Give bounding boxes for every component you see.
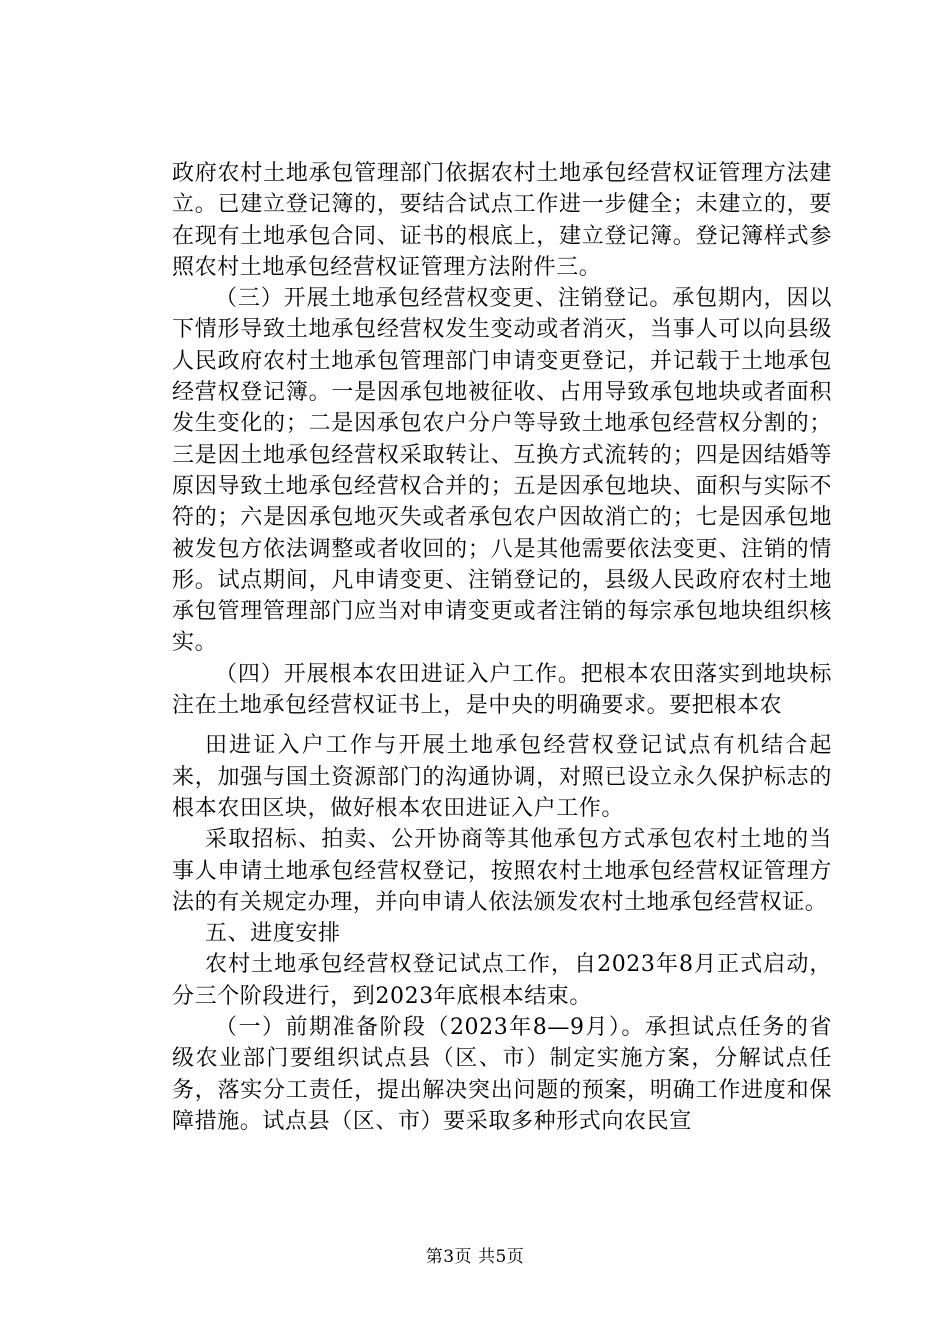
document-body xyxy=(172,158,832,1137)
paragraph-other-contract-methods: 采取招标、拍卖、公开协商等其他承包方式承包农村土地的当事人申请土地承包经营权登记，按照农村土地承包经营权证管理方法的有关规定办理，并向申请人依法颁发农村土地承包经营权证。 xyxy=(172,827,832,915)
paragraph-basic-farmland: （四）开展根本农田进证入户工作。把根本农田落实到地块标注在土地承包经营权证书上，是中央的明确要求。要把根本农 xyxy=(172,661,832,719)
paragraph-registry-setup: 政府农村土地承包管理部门依据农村土地承包经营权证管理方法建立。已建立登记簿的，要结合试点工作进一步健全；未建立的，要在现有土地承包合同、证书的根底上，建立登记簿。登记簿样式参照农村土地承包经营权证管理方法附件三。 xyxy=(172,161,832,280)
paragraph-preparation-stage: （一）前期准备阶段（2023年8—9月）。承担试点任务的省级农业部门要组织试点县（区、市）制定实施方案，分解试点任务，落实分工责任，提出解决突出问题的预案，明确工作进度和保障措施。试点县（区、市）要采取多种形式向农民宣 xyxy=(172,1015,832,1134)
page-footer: 第3页 共5页 xyxy=(425,1247,525,1267)
section-heading-schedule: 五、进度安排 xyxy=(205,921,341,947)
paragraph-schedule-overview: 农村土地承包经营权登记试点工作，自2023年8月正式启动，分三个阶段进行，到2023年底根本结束。 xyxy=(172,952,832,1009)
paragraph-basic-farmland-continued: 田进证入户工作与开展土地承包经营权登记试点有机结合起来，加强与国土资源部门的沟通协调，对照已设立永久保护标志的根本农田区块，做好根本农田进证入户工作。 xyxy=(172,733,832,821)
paragraph-change-cancellation: （三）开展土地承包经营权变更、注销登记。承包期内，因以下情形导致土地承包经营权发生变动或者消灭，当事人可以向县级人民政府农村土地承包管理部门申请变更登记，并记载于土地承包经营权登记簿。一是因承包地被征收、占用导致承包地块或者面积发生变化的；二是因承包农户分户等导致土地承包经营权分割的；三是因土地承包经营权采取转让、互换方式流转的；四是因结婚等原因导致土地承包经营权合并的；五是因承包地块、面积与实际不符的；六是因承包地灭失或者承包农户因故消亡的；七是因承包地被发包方依法调整或者收回的；八是其他需要依法变更、注销的情形。试点期间，凡申请变更、注销登记的，县级人民政府农村土地承包管理管理部门应当对申请变更或者注销的每宗承包地块组织核实。 xyxy=(172,286,832,656)
